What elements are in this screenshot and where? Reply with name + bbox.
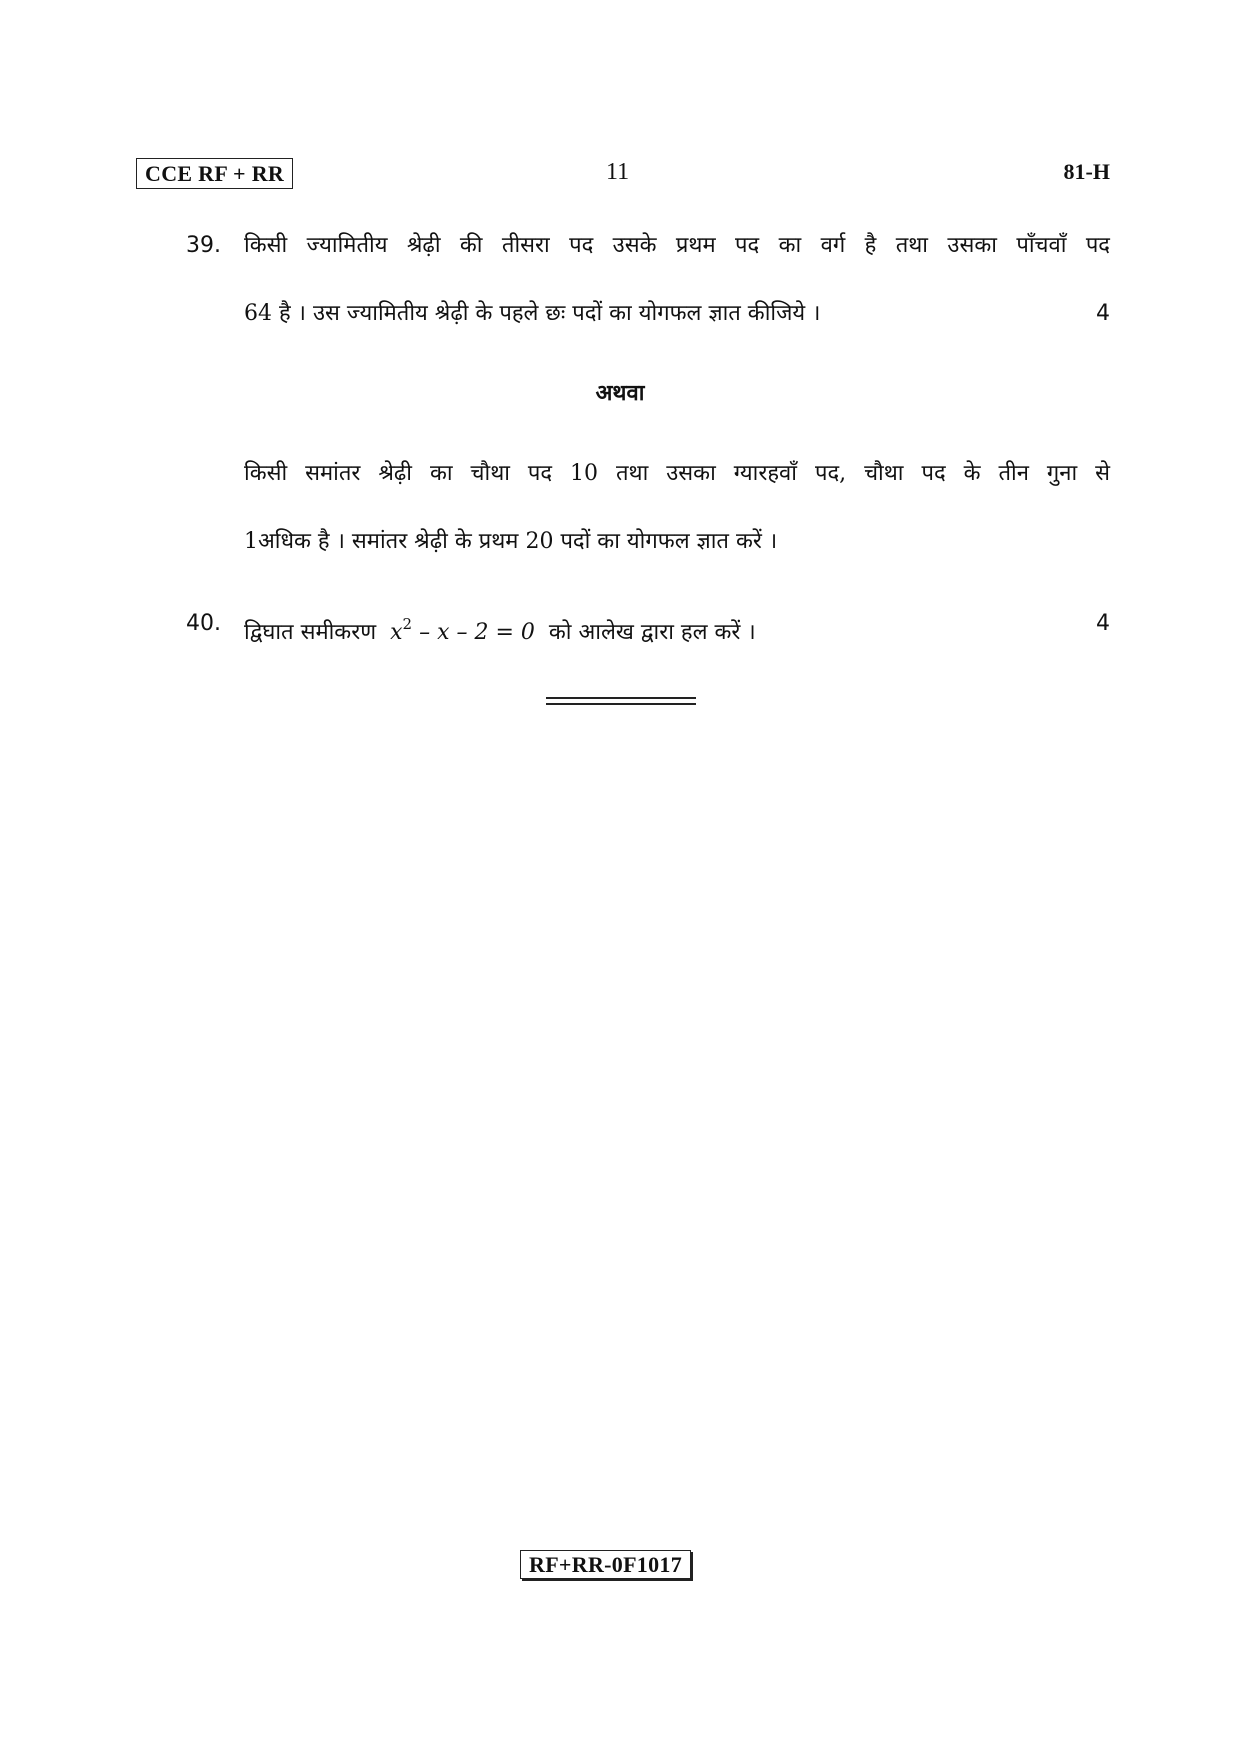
- question-number: 40.: [186, 611, 221, 636]
- question-line-2: 64 है । उस ज्यामितीय श्रेढ़ी के पहले छः पदों का योगफल ज्ञात कीजिये ।: [244, 301, 821, 326]
- question-text: [244, 590, 1110, 658]
- question-40: [186, 590, 1110, 658]
- equation-rest: – x – 2 = 0: [412, 620, 535, 645]
- question-marks: 4: [1096, 611, 1110, 636]
- header-paper-code: 81-H: [1063, 159, 1110, 184]
- equation-exponent: 2: [402, 615, 413, 633]
- text-before-equation: द्विघात समीकरण: [244, 620, 377, 645]
- end-rule-bottom: [546, 703, 696, 705]
- alt-line-1: किसी समांतर श्रेढ़ी का चौथा पद 10 तथा उसका ग्यारहवाँ पद, चौथा पद के तीन गुना से: [244, 461, 1110, 486]
- question-text: [244, 212, 1110, 348]
- text-after-equation: को आलेख द्वारा हल करें ।: [548, 620, 756, 645]
- question-line-1: किसी ज्यामितीय श्रेढ़ी की तीसरा पद उसके प्रथम पद का वर्ग है तथा उसका पाँचवाँ पद: [244, 233, 1110, 258]
- question-text: [244, 440, 1110, 576]
- page-number: 11: [606, 159, 630, 185]
- footer-code: RF+RR-0F1017: [520, 1550, 691, 1579]
- equation: [383, 615, 542, 645]
- question-number: 39.: [186, 233, 221, 258]
- question-line-1: [244, 590, 1110, 658]
- question-39: [186, 212, 1110, 348]
- equation-variable: x: [390, 620, 403, 645]
- question-marks: 4: [1096, 301, 1110, 326]
- question-39-alternative: [186, 440, 1110, 576]
- alt-line-2: 1अधिक है । समांतर श्रेढ़ी के प्रथम 20 पदों का योगफल ज्ञात करें ।: [244, 529, 778, 554]
- end-rule-top: [546, 697, 696, 699]
- header-left-code: CCE RF + RR: [136, 158, 293, 189]
- or-label: अथवा: [595, 380, 645, 406]
